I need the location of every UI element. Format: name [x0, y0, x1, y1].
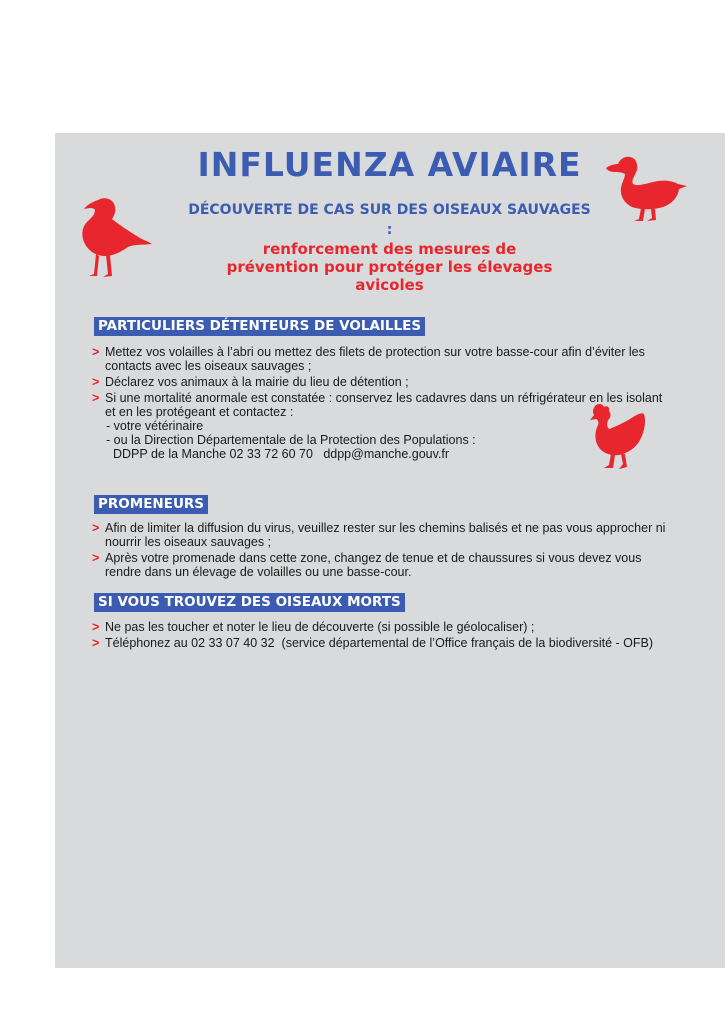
promeneurs-list [92, 521, 674, 581]
particuliers-list [92, 345, 674, 463]
ddpp-contact: DDPP de la Manche 02 33 72 60 70 ddpp@manche.gouv.fr [113, 447, 450, 461]
oiseaux-morts-list [92, 620, 674, 652]
list-item [92, 345, 674, 373]
list-item-text: Déclarez vos animaux à la mairie du lieu de détention ; [105, 375, 409, 389]
list-item [92, 636, 674, 650]
section-heading-particuliers: PARTICULIERS DÉTENTEURS DE VOLAILLES [94, 317, 425, 336]
arrow-bullet-icon: > [92, 636, 100, 650]
list-item-text: Si une mortalité anormale est constatée : conservez les cadavres dans un réfrigérateur en les isolant et en les protégeant et contactez : [105, 391, 663, 419]
sub-item-veterinaire: - votre vétérinaire [106, 419, 204, 433]
section-heading-oiseaux-morts: SI VOUS TROUVEZ DES OISEAUX MORTS [94, 593, 405, 612]
list-item [92, 620, 674, 634]
list-item-text: Ne pas les toucher et noter le lieu de découverte (si possible le géolocaliser) ; [105, 620, 535, 634]
list-item [92, 375, 674, 389]
list-item-text: Après votre promenade dans cette zone, changez de tenue et de chaussures si vous devez vous rendre dans un élevage de volailles ou une basse-cour. [105, 551, 642, 579]
list-item-text: Mettez vos volailles à l’abri ou mettez des filets de protection sur votre basse-cour afin d’éviter les contacts avec les oiseaux sauvages ; [105, 345, 645, 373]
list-item-text: Afin de limiter la diffusion du virus, veuillez rester sur les chemins balisés et ne pas vous approcher ni nourrir les oiseaux sauvages ; [105, 521, 666, 549]
page-title: INFLUENZA AVIAIRE [197, 145, 582, 184]
alert-line-1: renforcement des mesures de [262, 240, 517, 258]
arrow-bullet-icon: > [92, 620, 100, 634]
arrow-bullet-icon: > [92, 521, 100, 535]
alert-line-2: prévention pour protéger les élevages [226, 258, 553, 276]
list-item [92, 551, 674, 579]
subtitle [27, 202, 725, 238]
list-item-text: Téléphonez au 02 33 07 40 32 (service départemental de l’Office français de la biodiversité - OFB) [105, 636, 653, 650]
arrow-bullet-icon: > [92, 551, 100, 565]
subtitle-colon: : [386, 222, 393, 238]
section-heading-promeneurs: PROMENEURS [94, 495, 208, 514]
sub-item-ddpp: - ou la Direction Départementale de la Protection des Populations : [106, 433, 476, 447]
alert-line-3: avicoles [355, 276, 424, 294]
arrow-bullet-icon: > [92, 375, 100, 389]
list-item [92, 521, 674, 549]
arrow-bullet-icon: > [92, 391, 100, 405]
alert-message [27, 240, 725, 294]
arrow-bullet-icon: > [92, 345, 100, 359]
list-item [92, 391, 674, 461]
subtitle-line: DÉCOUVERTE DE CAS SUR DES OISEAUX SAUVAGES [188, 202, 591, 218]
